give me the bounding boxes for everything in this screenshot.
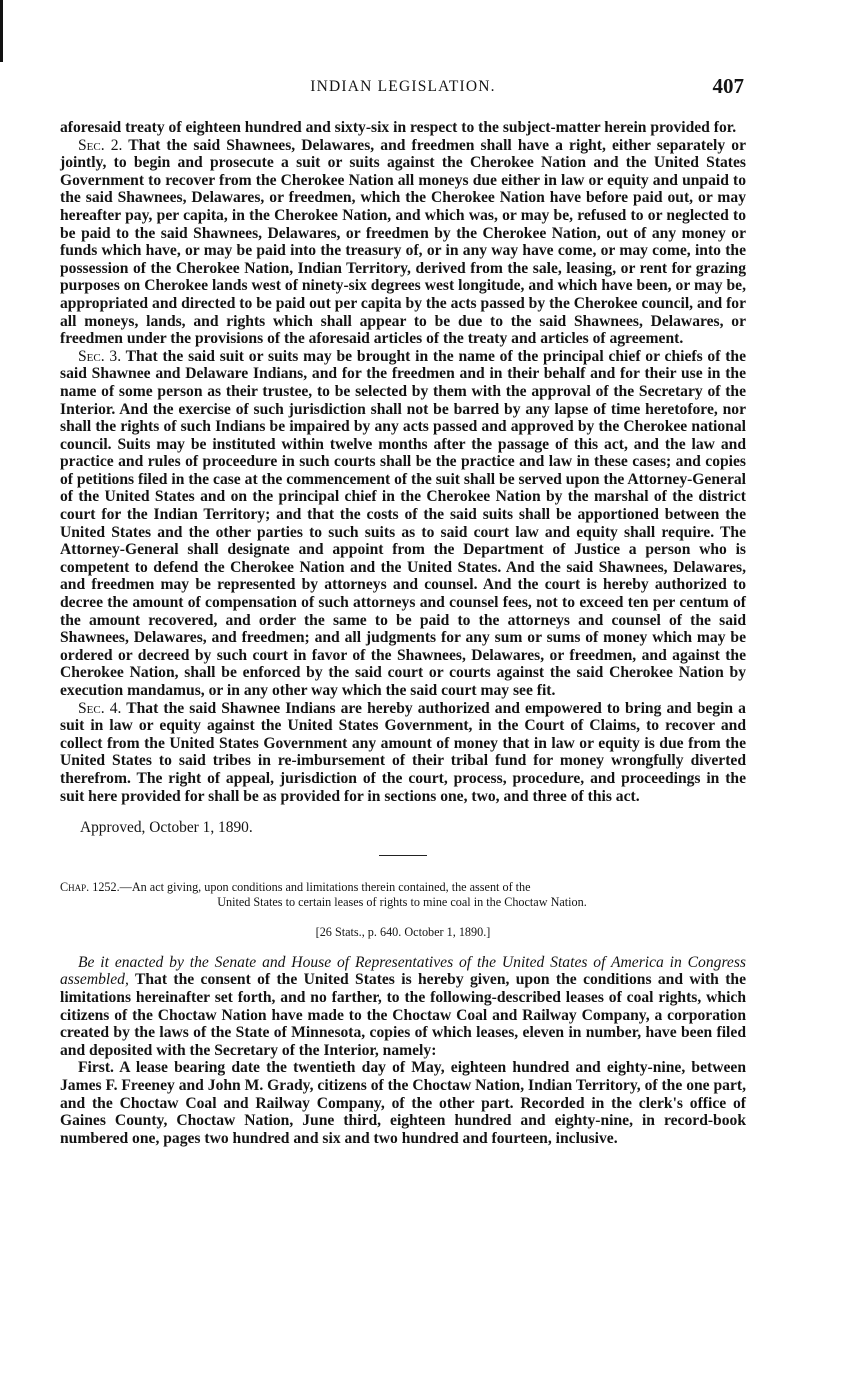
enacting-clause: Be it enacted by the Senate and House of Representatives of the United States of America in Congress assembled,	[60, 953, 746, 989]
running-head: INDIAN LEGISLATION.	[310, 78, 496, 95]
section-2-text: That the said Shawnees, Delawares, and freedmen shall have a right, either separately or jointly, to begin and prosecute a suit or suits against the Cherokee Nation and the United States Government to recover from the Cherokee Nation all moneys due either in law or equity and unpaid to the said Shawnees, Delawares, or freedmen, which the Cherokee Nation have before paid out, or may hereafter pay, per capita, in the Cherokee Nation, and which was, or may be, refused to or neglected to be paid to the said Shawnees, Delawares, or freedmen by the Cherokee Nation, out of any money or funds which have, or may be paid into the treasury of, or in any way have come, or may come, into the possession of the Cherokee Nation, Indian Territory, derived from the sale, leasing, or rent for grazing purposes on Cherokee lands west of ninety-six degrees west longitude, and which have been, or may be, appropriated and directed to be paid out per capita by the acts passed by the Cherokee council, and for all moneys, lands, and rights which shall appear to be due to the said Shawnees, Delawares, or freedmen under the provisions of the aforesaid articles of the treaty and articles of agreement.	[60, 136, 746, 348]
page-header	[60, 74, 746, 104]
chapter-title-line1: —An act giving, upon conditions and limitations therein contained, the assent of the	[119, 880, 531, 895]
section-2-paragraph	[60, 137, 746, 348]
page-body	[60, 119, 746, 1147]
section-2-label: Sec. 2.	[78, 136, 123, 154]
approval-line: Approved, October 1, 1890.	[80, 819, 253, 837]
section-4-text: That the said Shawnee Indians are hereby authorized and empowered to bring and begin a suit in law or equity against the United States Government, in the Court of Claims, to recover and collect from the United States Government any amount of money that in law or equity is due from the United States to said tribes in re-imbursement of their tribal fund for money wrongfully diverted therefrom. The right of appeal, jurisdiction of the court, process, procedure, and proceedings in the suit here provided for shall be as provided for in sections one, two, and three of this act.	[60, 699, 746, 805]
chapter-title-line2: United States to certain leases of rights to mine coal in the Choctaw Nation.	[217, 895, 587, 910]
chapter-heading	[60, 880, 746, 910]
section-4-label: Sec. 4.	[78, 699, 122, 717]
statute-citation: [26 Stats., p. 640. October 1, 1890.]	[315, 925, 491, 940]
section-3-paragraph	[60, 348, 746, 700]
scan-edge-mark	[0, 0, 3, 62]
section-4-paragraph	[60, 700, 746, 806]
section-divider	[379, 855, 427, 857]
chapter-label: Chap. 1252.	[60, 880, 120, 895]
section-3-text: That the said suit or suits may be brought in the name of the principal chief or chiefs of the said Shawnee and Delaware Indians, and for the freedmen and in their behalf and for their use in the name of some person as their trustee, to be selected by them with the approval of the Secretary of the Interior. And the exercise of such jurisdiction shall not be barred by any lapse of time heretofore, nor shall the rights of such Indians be impaired by any acts passed and approved by the Cherokee national council. Suits may be instituted within twelve months after the passage of this act, and the law and practice and rules of proceedure in such courts shall be the practice and law in these cases; and copies of petitions filed in the case at the commencement of the suit shall be served upon the Attorney-General of the United States and on the principal chief in the Cherokee Nation by the marshal of the district court for the Indian Territory; and that the costs of the said suits shall be apportioned between the United States and the other parties to such suits as to said court law and equity shall require. The Attorney-General shall designate and appoint from the Department of Justice a person who is competent to defend the Cherokee Nation and the United States. And the said Shawnees, Delawares, and freedmen may be represented by attorneys and counsel. And the court is hereby authorized to decree the amount of compensation of such attorneys and counsel fees, not to exceed ten per centum of the amount recovered, and order the same to be paid to the attorneys and counsel of the said Shawnees, Delawares, and freedmen; and all judgments for any sum or sums of money which may be ordered or decreed by such court in favor of the Shawnees, Delawares, or freedmen, and against the Cherokee Nation, shall be enforced by the said court or courts against the said Cherokee Nation by execution mandamus, or in any other way which the said court may see fit.	[60, 347, 746, 699]
first-lease-paragraph: First. A lease bearing date the twentieth day of May, eighteen hundred and eighty-nine, between James F. Freeney and John M. Grady, citizens of the Choctaw Nation, Indian Territory, of the one part, and the Choctaw Coal and Railway Company, of the other part. Recorded in the clerk's office of Gaines County, Choctaw Nation, June third, eighteen hundred and eighty-nine, in record-book numbered one, pages two hundred and six and two hundred and fourteen, inclusive.	[60, 1059, 746, 1147]
continuation-paragraph: aforesaid treaty of eighteen hundred and sixty-six in respect to the subject-matter herein provided for.	[60, 119, 737, 136]
enacting-text: That the consent of the United States is hereby given, upon the conditions and with the limitations hereinafter set forth, and no farther, to the following-described leases of coal rights, which citizens of the Choctaw Nation have made to the Choctaw Coal and Railway Company, a corporation created by the laws of the State of Minnesota, copies of which leases, eleven in number, have been filed and deposited with the Secretary of the Interior, namely:	[60, 971, 746, 1059]
enacting-paragraph	[60, 954, 746, 1060]
page-number: 407	[712, 74, 744, 98]
section-3-label: Sec. 3.	[78, 347, 122, 365]
